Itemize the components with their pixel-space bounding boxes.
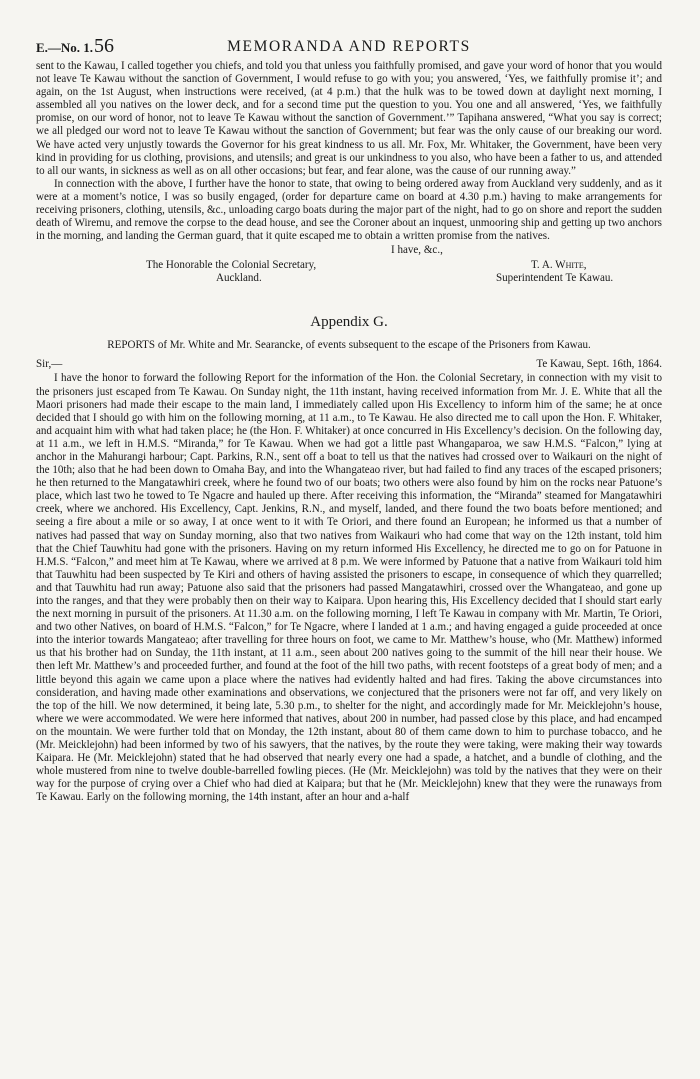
salutation: Sir,— <box>36 358 63 371</box>
signatory-name: T. A. White, <box>531 259 587 272</box>
signature-block <box>36 244 662 300</box>
reports-title: REPORTS of Mr. White and Mr. Searancke, of events subsequent to the escape of the Prisoners from Kawau. <box>107 339 591 352</box>
salutation-line <box>36 358 662 372</box>
place-date: Te Kawau, Sept. 16th, 1864. <box>536 358 662 371</box>
addressee-line-2: Auckland. <box>216 272 262 285</box>
page-header <box>36 32 662 58</box>
addressee-line-1: The Honorable the Colonial Secretary, <box>146 259 317 272</box>
closing-line: I have, &c., <box>391 244 443 257</box>
series-reference: E.—No. 1. <box>36 40 94 55</box>
letter-paragraph-2: In connection with the above, I further have the honor to state, that owing to being ordered away from Auckland very suddenly, and as it were at a moment’s notice, I was so busily engaged, (order for departure came on board at 4.30 p.m.) having to make arrangements for receiving prisoners, clothing, utensils, &c., unloading cargo boats during the major part of the night, had to go on shore and report the sudden death of Wiremu, and remove the corpse to the dead house, and see the Coroner about an inquest, unmooring ship and getting up two anchors in the morning, and landing the German guard, that it quite escaped me to obtain a written promise from the natives. <box>36 177 662 243</box>
report-body: I have the honor to forward the following Report for the information of the Hon. the Colonial Secretary, in connection with my visit to the prisoners just escaped from Te Kawau. On Sunday night, the 11th instant, having received information from Mr. J. E. White that all the Maori prisoners had made their escape to the main land, I immediately called upon His Excellency to inform him of the same; he at once decided that I should go with him on the following morning, at 11 a.m., to Te Kawau. He also directed me to call upon the Hon. F. Whitaker, and acquaint him with what had taken place; he (the Hon. F. Whitaker) at once concurred in His Excellency’s decision. On the following day, at 11 a.m., we left in H.M.S. “Miranda,” for Te Kawau. When we had got a little past Whangaparoa, we saw H.M.S. “Falcon,” lying at anchor in the Mahurangi harbour; Capt. Parkins, R.N., sent off a boat to tell us that the natives had crossed over to Waikauri on the night of the 10th; also that he had been down to Omaha Bay, and into the Whangateao river, but had failed to find any traces of the escaped prisoners; he then returned to the Mangatawhiri creek, where he found two of our boats; two others were also found by him on the rocks near Patuone’s place, which last two he towed to Te Ngacre and hauled up there. After receiving this information, the “Miranda” steamed for Mangatawhiri creek, where we anchored. His Excellency, Capt. Jenkins, R.N., and myself, landed, and there found the two boats before mentioned; and seeing a fire about a mile or so away, I at once went to it with Te Oriori, and there found an European; he informed us that a number of natives had passed that way on Sunday morning, also that two natives from Waikauri who had come that way on the 12th instant, told him that the Chief Tauwhitu had gone with the prisoners. Having on my return informed His Excellency, he directed me to go on for Patuone in H.M.S. “Falcon,” and meet him at Te Kawau, where we arrived at 8 p.m. We were informed by Patuone that a native from Waikauri told him that Tauwhitu had been suspected by Te Kiri and others of having assisted the prisoners to escape, in consequence of which they quarrelled; and that Tauwhitu had run away; Patuone also said that the prisoners had passed Mangatawhiri, crossed over the Whangateao, and gone up into the ranges, and that they were probably then on their way to Kaipara. Upon hearing this, His Excellency decided that I should start early the next morning in pursuit of the prisoners. At 11.30 a.m. on the following morning, I left Te Kawau in company with Mr. Martin, Te Oriori, and two other Natives, on board of H.M.S. “Falcon,” for Te Ngacre, where I landed at 1 a.m.; and having engaged a guide proceeded at once into the interior towards Mangateao; after travelling for three hours on foot, we came to Mr. Matthew’s house, who (Mr. Matthew) informed us that his brother had on Sunday, the 11th instant, at 11 a.m., seen about 200 natives going to the summit of the hill near their house. We then left Mr. Matthew’s and proceeded further, and found at the foot of the hill two paths, with recent footsteps of a great body of men; and a little beyond this again we came upon a place where the natives had evidently halted and had fires. Taking the above circumstances into consideration, and having made other examinations and observations, we conjectured that the prisoners were not far off, and very likely on the top of the hill. We now determined, it being late, 5.30 p.m., to shelter for the night, and accordingly made for Mr. Meicklejohn’s house, where we were accommodated. We were here informed that natives, about 200 in number, had passed close by this place, and had encamped on the mountain. We were further told that on Monday, the 12th instant, about 80 of them came down to him to purchase tobacco, and he (Mr. Meicklejohn) had been informed by two of his sawyers, that the natives, by the route they were taking, were making their way towards Kaipara. He (Mr. Meicklejohn) stated that he had observed that nearly every one had a spade, a hatchet, and a bundle of clothing, and the whole mustered from nine to twelve double-barrelled fowling pieces. (He (Mr. Meicklejohn) was told by the natives that they were on their way for the purpose of crying over a Chief who had died at Kaipara; but that he (Mr. Meicklejohn) knew that they were the runaways from Te Kawau. Early on the following morning, the 14th instant, after an hour and a-half <box>36 372 662 804</box>
letter-paragraph-1: sent to the Kawau, I called together you chiefs, and told you that unless you faithfully promised, and gave your word of honor that you would not leave Te Kawau without the sanction of Government, I would refuse to go with you; you answered, ‘Yes, we faithfully promise it’; and again, on the 1st August, when instructions were received, (at 4 p.m.) that the hulk was to be towed down at daylight next morning, I assembled all you natives on the lower deck, and for a second time put the question to you. You one and all answered, ‘Yes, we faithfully promise, on our word of honor, not to leave Te Kawau without the sanction of Government.’” Tapihana answered, “What you say is correct; we all pledged our word not to leave Te Kawau without the sanction of Government; but fear was the only cause of our breaking our word. We have acted very unjustly towards the Governor for his great kindness to us all. Mr. Fox, Mr. Whitaker, the Government, have been very kind in providing for us clothing, provisions, and utensils; and great is our unkindness to you also, who have been a father to us, and attended to all our wants, in sickness as well as on all other occasions; but fear, and fear alone, was the cause of our running away.” <box>36 60 662 177</box>
page-number: 56 <box>94 35 114 57</box>
signatory-title: Superintendent Te Kawau. <box>496 272 614 285</box>
running-title: MEMORANDA AND REPORTS <box>227 38 471 55</box>
appendix-heading: Appendix G. <box>310 314 388 331</box>
